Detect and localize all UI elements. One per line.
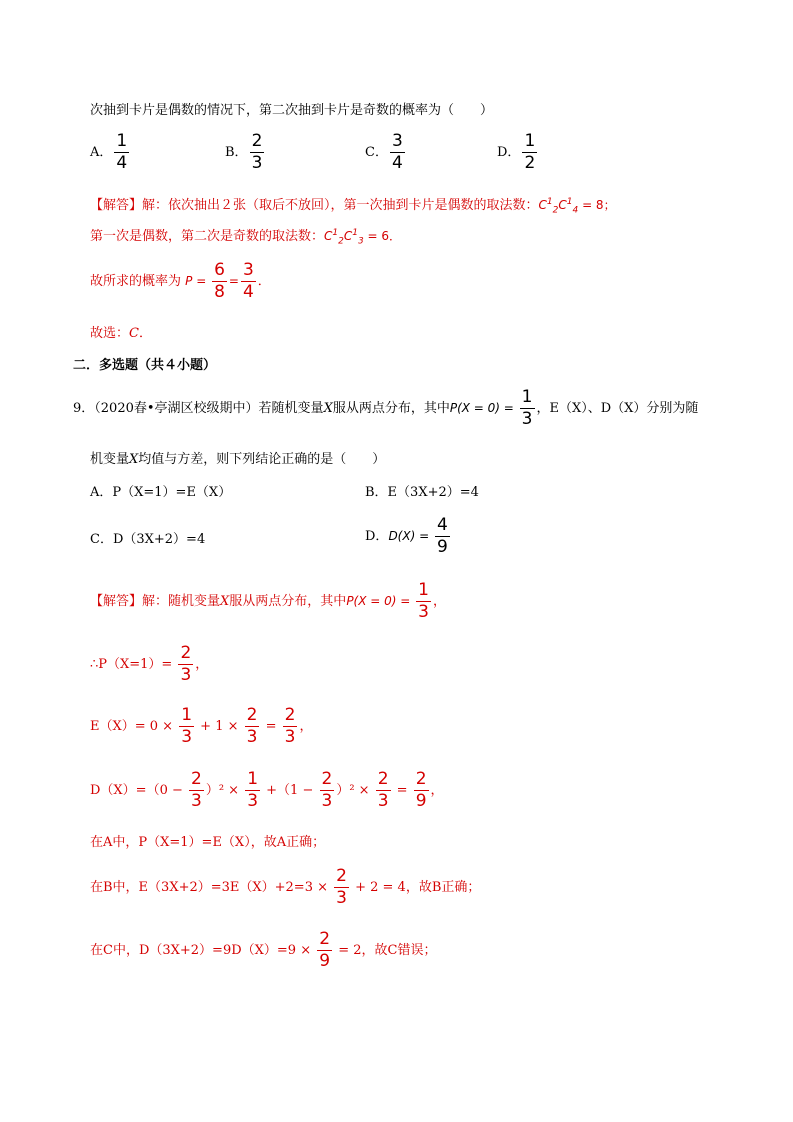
q9-answer-line6: 在B中，E（3X+2）=3E（X）+2=3 × $\frac{2}{3}$ + 2 = 4，故B正确； — [90, 866, 481, 908]
q8-stem-tail: 次抽到卡片是偶数的情况下，第二次抽到卡片是奇数的概率为（ ） — [90, 103, 494, 118]
q9-answer-line4: D（X）=（0 − $\frac{2}{3}$ ）² × $\frac{1}{3}$ +（1 − $\frac{2}{3}$ ）² × $\frac{2}{3}$ = $\frac{2}{9}$ ， — [90, 769, 444, 811]
q8-option-b[interactable] — [225, 133, 266, 172]
q9-stem-line2: 机变量X均值与方差，则下列结论正确的是（ ） — [90, 452, 386, 467]
q9-answer-line7: 在C中，D（3X+2）=9D（X）=9 × $\frac{2}{9}$ = 2，故C错误； — [90, 929, 437, 971]
q9-option-b[interactable]: B．E（3X+2）=4 — [365, 485, 479, 500]
fraction: $\frac{2}{3}$ — [180, 643, 192, 685]
question-number: 9． — [73, 401, 95, 416]
fraction: $\frac{1}{3}$ — [521, 387, 533, 429]
q9-answer-line2: ∴P（X=1）= $\frac{2}{3}$ ， — [90, 643, 209, 685]
fraction: $\frac{4}{9}$ — [436, 515, 448, 557]
option-fraction: $\frac{1}{2}$ — [524, 131, 536, 173]
fraction: $\frac{6}{8}$ — [214, 260, 225, 302]
option-fraction: $\frac{3}{4}$ — [391, 131, 403, 173]
q8-answer-line1: 【解答】解：依次抽出２张（取后不放回），第一次抽到卡片是偶数的取法数：$C^1_2C^1_4 = 8$； — [90, 197, 616, 216]
answer-tag: 【解答】 — [90, 198, 143, 213]
option-fraction: $\frac{2}{3}$ — [251, 131, 263, 173]
question-source: （2020春•亭湖区校级期中） — [94, 401, 259, 416]
q9-option-c[interactable]: C．D（3X+2）=4 — [90, 532, 206, 547]
option-label: C． — [365, 145, 388, 160]
q9-answer-line3: E（X）= 0 × $\frac{1}{3}$ + 1 × $\frac{2}{3}$ = $\frac{2}{3}$ ， — [90, 705, 313, 747]
option-label: B． — [225, 145, 248, 160]
q9-option-d[interactable]: D．D(X) = $\frac{4}{9}$ — [365, 515, 448, 557]
option-label: D． — [497, 145, 521, 160]
q8-answer-line3: 故所求的概率为 P = $\frac{6}{8}$ = $\frac{3}{4}$ ． — [90, 260, 271, 302]
q9-option-a[interactable]: A．P（X=1）=E（X） — [90, 485, 232, 500]
combination-expr: $C^1_2C^1_4$ — [538, 197, 579, 216]
q8-answer-line2: 第一次是偶数，第二次是奇数的取法数：$C^1_2C^1_3 = 6$． — [90, 228, 402, 247]
option-label: A． — [90, 145, 113, 160]
q8-option-a[interactable] — [90, 133, 131, 172]
answer-tag: 【解答】 — [90, 594, 143, 609]
option-fraction: $\frac{1}{4}$ — [116, 131, 128, 173]
section-title: 二．多选题（共４小题） — [73, 358, 217, 373]
fraction: $\frac{1}{3}$ — [418, 580, 429, 622]
q8-answer-conclusion: 故选：C． — [90, 326, 152, 341]
fraction: $\frac{3}{4}$ — [242, 260, 254, 302]
q8-option-c[interactable] — [365, 133, 407, 172]
q8-option-d[interactable] — [497, 133, 539, 172]
q9-stem-line1: 9．（2020春•亭湖区校级期中）若随机变量X服从两点分布，其中P(X = 0) = $\frac{1}{3}$ ，E（X）、D（X）分别为随 — [73, 387, 699, 429]
q9-answer-line1: 【解答】解：随机变量X服从两点分布，其中P(X = 0) = $\frac{1}{3}$ ， — [90, 580, 446, 622]
q9-answer-line5: 在A中，P（X=1）=E（X），故A正确； — [90, 835, 326, 850]
combination-expr: $C^1_2C^1_3$ — [324, 228, 364, 247]
